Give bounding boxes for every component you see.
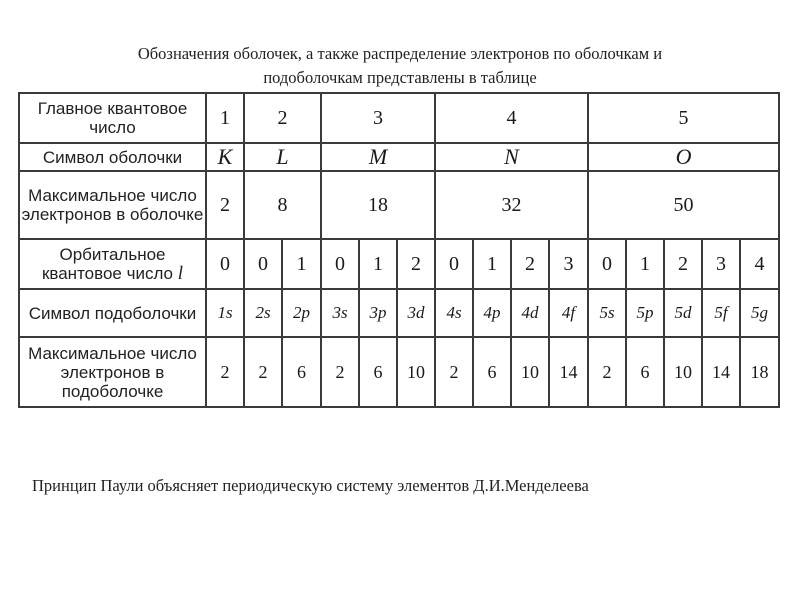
orbital-cell: 2 bbox=[511, 239, 549, 289]
orbital-cell: 0 bbox=[435, 239, 473, 289]
max-subshell-cell: 2 bbox=[206, 337, 244, 407]
max-subshell-cell: 6 bbox=[282, 337, 321, 407]
footer-text: Принцип Паули объясняет периодическую систему элементов Д.И.Менделеева bbox=[32, 476, 589, 495]
orbital-cell: 3 bbox=[702, 239, 740, 289]
max-subshell-cell: 18 bbox=[740, 337, 779, 407]
subshell-symbol-cell: 4f bbox=[549, 289, 588, 337]
subshell-symbol-cell: 4d bbox=[511, 289, 549, 337]
subshell-symbol-cell: 5f bbox=[702, 289, 740, 337]
orbital-cell: 0 bbox=[321, 239, 359, 289]
header-orbital bbox=[19, 239, 206, 289]
page-title bbox=[40, 42, 760, 90]
orbital-var: l bbox=[177, 263, 184, 284]
subshell-symbol-cell: 5p bbox=[626, 289, 664, 337]
subshell-symbol-cell: 2p bbox=[282, 289, 321, 337]
max-subshell-cell: 6 bbox=[359, 337, 397, 407]
orbital-cell: 2 bbox=[664, 239, 702, 289]
subshell-symbol-cell: 4p bbox=[473, 289, 511, 337]
shells-table bbox=[18, 92, 776, 406]
subshell-symbol-cell: 5s bbox=[588, 289, 626, 337]
title-line-1: Обозначения оболочек, а также распределение электронов по оболочкам и bbox=[137, 44, 663, 63]
table-row bbox=[19, 239, 779, 289]
orbital-cell: 1 bbox=[473, 239, 511, 289]
header-max-shell: Максимальное число электронов в оболочке bbox=[19, 171, 206, 239]
title-line-2: подоболочкам представлены в таблице bbox=[263, 68, 537, 87]
subshell-symbol-cell: 3p bbox=[359, 289, 397, 337]
orbital-cell: 0 bbox=[588, 239, 626, 289]
header-max-subshell: Максимальное число электронов в подоболочке bbox=[19, 337, 206, 407]
max-subshell-cell: 2 bbox=[435, 337, 473, 407]
table-row bbox=[19, 337, 779, 407]
subshell-symbol-cell: 5d bbox=[664, 289, 702, 337]
header-orbital-label: Орбитальное квантовое число bbox=[41, 245, 174, 283]
principal-cell: 4 bbox=[435, 93, 588, 143]
subshell-symbol-cell: 5g bbox=[740, 289, 779, 337]
principal-cell: 2 bbox=[244, 93, 321, 143]
max-subshell-cell: 10 bbox=[664, 337, 702, 407]
subshell-symbol-cell: 3d bbox=[397, 289, 435, 337]
table-row bbox=[19, 289, 779, 337]
max-subshell-cell: 6 bbox=[473, 337, 511, 407]
shell-symbol-cell: N bbox=[435, 143, 588, 171]
max-subshell-cell: 2 bbox=[588, 337, 626, 407]
orbital-cell: 1 bbox=[626, 239, 664, 289]
orbital-cell: 4 bbox=[740, 239, 779, 289]
max-shell-cell: 18 bbox=[321, 171, 435, 239]
subshell-symbol-cell: 2s bbox=[244, 289, 282, 337]
principal-cell: 1 bbox=[206, 93, 244, 143]
max-subshell-cell: 14 bbox=[549, 337, 588, 407]
shell-symbol-cell: L bbox=[244, 143, 321, 171]
orbital-cell: 1 bbox=[282, 239, 321, 289]
orbital-cell: 0 bbox=[206, 239, 244, 289]
max-shell-cell: 32 bbox=[435, 171, 588, 239]
max-shell-cell: 50 bbox=[588, 171, 779, 239]
max-subshell-cell: 2 bbox=[244, 337, 282, 407]
subshell-symbol-cell: 3s bbox=[321, 289, 359, 337]
max-subshell-cell: 10 bbox=[397, 337, 435, 407]
table-row bbox=[19, 171, 779, 239]
subshell-symbol-cell: 1s bbox=[206, 289, 244, 337]
principal-cell: 3 bbox=[321, 93, 435, 143]
max-subshell-cell: 6 bbox=[626, 337, 664, 407]
subshell-symbol-cell: 4s bbox=[435, 289, 473, 337]
max-subshell-cell: 2 bbox=[321, 337, 359, 407]
orbital-cell: 1 bbox=[359, 239, 397, 289]
max-subshell-cell: 14 bbox=[702, 337, 740, 407]
max-shell-cell: 8 bbox=[244, 171, 321, 239]
header-principal: Главное квантовое число bbox=[19, 93, 206, 143]
table-row bbox=[19, 143, 779, 171]
principal-cell: 5 bbox=[588, 93, 779, 143]
header-shell-symbol: Символ оболочки bbox=[19, 143, 206, 171]
table-row bbox=[19, 93, 779, 143]
shell-symbol-cell: K bbox=[206, 143, 244, 171]
max-shell-cell: 2 bbox=[206, 171, 244, 239]
max-subshell-cell: 10 bbox=[511, 337, 549, 407]
header-subshell-symbol: Символ подоболочки bbox=[19, 289, 206, 337]
shell-symbol-cell: O bbox=[588, 143, 779, 171]
shell-symbol-cell: M bbox=[321, 143, 435, 171]
orbital-cell: 0 bbox=[244, 239, 282, 289]
orbital-cell: 2 bbox=[397, 239, 435, 289]
orbital-cell: 3 bbox=[549, 239, 588, 289]
